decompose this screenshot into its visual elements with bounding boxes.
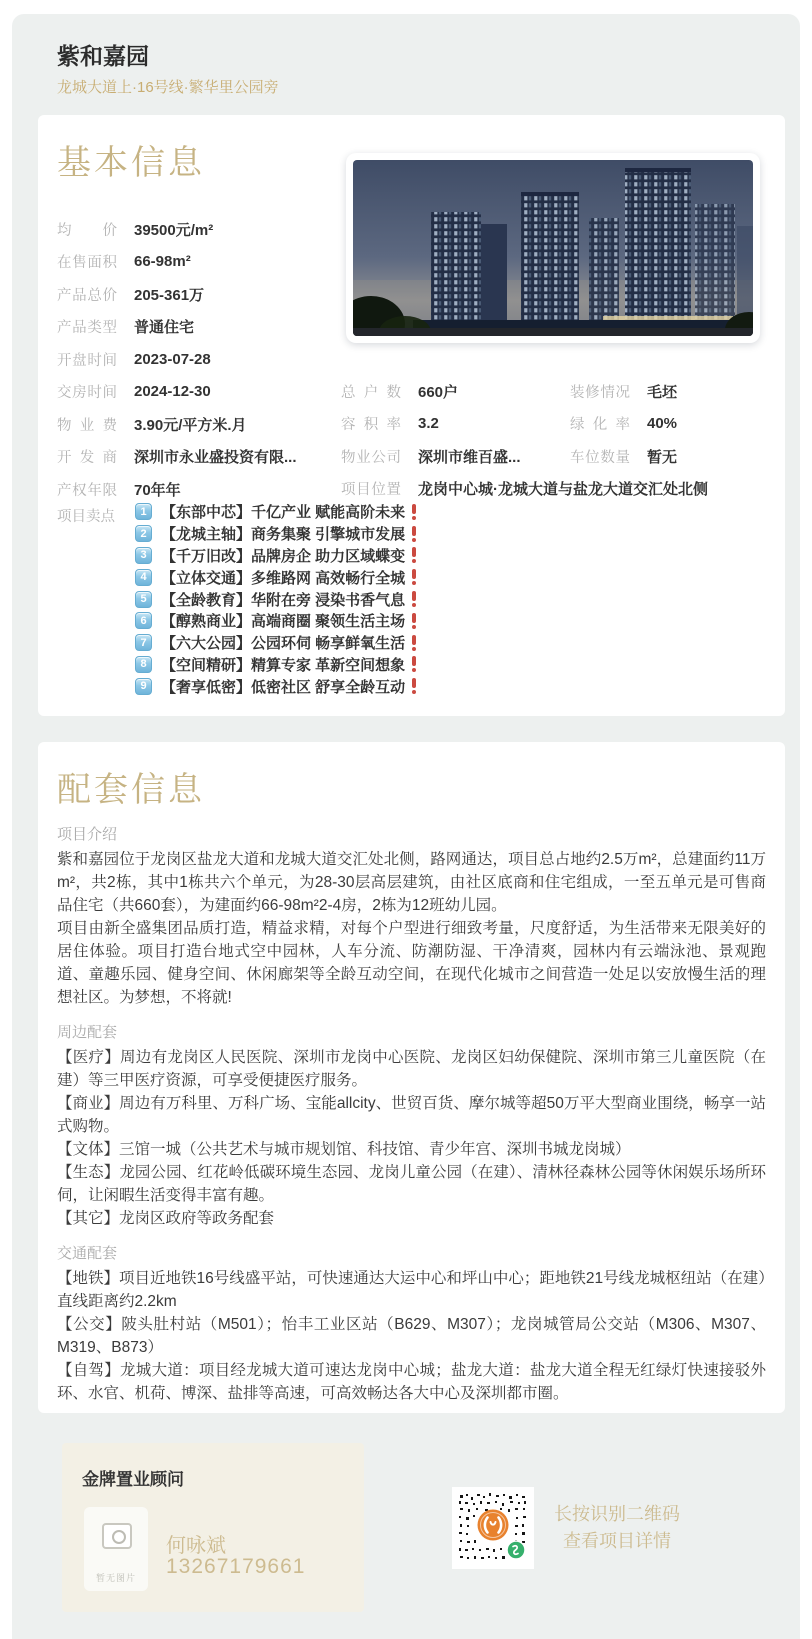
field-value: 3.2 [418,415,439,433]
field-label: 绿化率 [570,417,630,434]
selling-points-list [135,501,417,697]
field-label: 项目位置 [341,482,401,499]
field-value: 660户 [418,383,459,401]
field-value: 39500元/m² [134,221,214,239]
field-value: 66-98m² [134,253,191,271]
consultant-name: 何咏斌 [166,1535,226,1557]
selling-point [135,610,417,632]
selling-point [135,675,417,697]
info-row [341,375,776,408]
wechat-badge-icon [507,1541,525,1559]
number-badge: 8 [135,656,152,673]
selling-point-text: 【龙城主轴】商务集聚 引擎城市发展 [161,526,406,544]
basic-info-right-list [341,375,776,505]
info-pair [570,408,677,441]
nearby-label: 周边配套 [57,1024,118,1041]
info-pair [341,408,776,441]
brand-ring-icon [478,1510,509,1541]
field-label: 物业费 [57,417,117,434]
amenities-card [38,742,785,1413]
info-row [57,278,347,311]
field-value: 40% [647,415,678,433]
info-row [57,343,347,376]
exclamation-icon [412,591,417,607]
field-value: 2023-07-28 [134,350,211,368]
info-pair [341,375,776,408]
selling-point-text: 【六大公园】公园环伺 畅享鲜氧生活 [161,635,406,653]
field-label: 容积率 [341,417,401,434]
property-photo-frame [346,153,760,343]
nearby-item-medical: 【医疗】周边有龙岗区人民医院、深圳市龙岗中心医院、龙岗区妇幼保健院、深圳市第三儿童医院（在建）等三甲医疗资源，可享受便捷医疗服务。 [57,1049,766,1089]
selling-point-text: 【空间精研】精算专家 革新空间想象 [161,656,406,674]
info-row [57,246,347,279]
main-container [12,14,800,1639]
selling-point-text: 【奢享低密】低密社区 舒享全龄互动 [161,678,406,696]
info-row [57,441,347,474]
number-badge: 7 [135,634,152,651]
avatar [84,1507,148,1591]
info-row [57,311,347,344]
info-pair [341,440,776,473]
nearby-item-ecology: 【生态】龙园公园、红花岭低碳环境生态园、龙岗儿童公园（在建）、清林径森林公园等休闲娱乐场所环伺，让闲暇生活变得丰富有趣。 [57,1164,766,1204]
selling-point [135,523,417,545]
field-value: 深圳市维百盛... [418,448,521,466]
exclamation-icon [412,569,417,585]
nearby-item-other: 【其它】龙岗区政府等政务配套 [57,1210,275,1227]
field-value: 深圳市永业盛投资有限... [134,449,297,467]
selling-point-text: 【立体交通】多维路网 高效畅行全城 [161,569,406,587]
qr-code[interactable] [452,1487,534,1569]
nearby-item-business: 【商业】周边有万科里、万科广场、宝能allcity、世贸百货、摩尔城等超50万平大型商业围绕，畅享一站式购物。 [57,1095,766,1135]
selling-point-text: 【东部中芯】千亿产业 赋能高阶未来 [161,504,406,522]
exclamation-icon [412,656,417,672]
field-value: 205-361万 [134,286,205,304]
selling-point [135,654,417,676]
info-pair [570,440,677,473]
field-label: 交房时间 [57,385,117,402]
info-row [341,408,776,441]
selling-point-text: 【全龄教育】华附在旁 浸染书香气息 [161,591,406,609]
consultant-phone[interactable]: 13267179661 [166,1555,306,1578]
number-badge: 1 [135,503,152,520]
selling-point-text: 【千万旧改】品牌房企 助力区域蝶变 [161,547,406,565]
field-label: 开盘时间 [57,352,117,369]
info-pair [570,375,677,408]
qr-code-image [452,1487,534,1569]
selling-point [135,566,417,588]
selling-point-text: 【醇熟商业】高端商圈 聚领生活主场 [161,613,406,631]
photo-placeholder-icon [102,1523,132,1549]
traffic-item-bus: 【公交】陂头肚村站（M501）；怡丰工业区站（B629、M307）；龙岗城管局公交站（M306、M307、M319、B873） [57,1316,766,1356]
field-label: 产品类型 [57,320,117,337]
exclamation-icon [412,635,417,651]
selling-point [135,632,417,654]
info-row [57,213,347,246]
info-row [57,376,347,409]
field-label: 物业公司 [341,449,401,466]
exclamation-icon [412,613,417,629]
traffic-item-drive: 【自驾】龙城大道：项目经龙城大道可速达龙岗中心城；盐龙大道：盐龙大道全程无红绿灯快速接驳外环、水官、机荷、博深、盐排等高速，可高效畅达各大中心及深圳都市圈。 [57,1362,766,1402]
exclamation-icon [412,504,417,520]
field-value: 普通住宅 [134,319,195,337]
traffic-label: 交通配套 [57,1245,118,1262]
qr-hint [542,1501,692,1555]
nearby-item-culture: 【文体】三馆一城（公共艺术与城市规划馆、科技馆、青少年宫、深圳书城龙岗城） [57,1141,631,1158]
basic-info-card [38,115,785,716]
amenities-title: 配套信息 [57,771,205,809]
number-badge: 6 [135,612,152,629]
info-row [341,440,776,473]
exclamation-icon [412,678,417,694]
number-badge: 4 [135,569,152,586]
page-subtitle: 龙城大道上·16号线·繁华里公园旁 [57,79,279,96]
info-row [57,408,347,441]
consultant-card-title: 金牌置业顾问 [82,1470,184,1489]
field-label: 在售面积 [57,255,117,272]
basic-info-list [57,213,347,506]
avatar-placeholder-label: 暂无图片 [95,1573,136,1583]
field-value: 毛坯 [647,383,678,401]
qr-hint-line1: 长按识别二维码 [554,1504,680,1524]
field-value: 龙岗中心城·龙城大道与盐龙大道交汇处北侧 [418,481,708,499]
number-badge: 9 [135,678,152,695]
field-label: 总户数 [341,384,401,401]
field-label: 开发商 [57,450,117,467]
qr-hint-line2: 查看项目详情 [563,1531,671,1551]
field-value: 2024-12-30 [134,383,211,401]
number-badge: 5 [135,591,152,608]
field-label: 产权年限 [57,482,117,499]
intro-label: 项目介绍 [57,826,118,843]
number-badge: 3 [135,547,152,564]
field-value: 暂无 [647,448,678,466]
selling-point [135,501,417,523]
field-label: 产品总价 [57,287,117,304]
selling-points-label: 项目卖点 [57,509,115,525]
intro-paragraph-2: 项目由新全盛集团品质打造，精益求精，对每个户型进行细致考量，尺度舒适，为生活带来无限美好的居住体验。项目打造台地式空中园林，人车分流、防潮防湿、干净清爽，园林内有云端泳池、景观跑道、童趣乐园、健身空间、休闲廊架等全龄互动空间，在现代化城市之间营造一处足以安放慢生活的理想社区。为梦想，不将就! [57,920,766,1006]
building-rendering-image [353,160,753,336]
number-badge: 2 [135,525,152,542]
exclamation-icon [412,547,417,563]
field-label: 均价 [57,222,117,239]
field-label: 装修情况 [570,384,630,401]
field-label: 车位数量 [570,449,630,466]
consultant-card [62,1443,364,1612]
field-value: 70年年 [134,481,181,499]
field-value: 3.90元/平方米.月 [134,416,247,434]
page-title: 紫和嘉园 [57,43,149,69]
traffic-item-metro: 【地铁】项目近地铁16号线盛平站，可快速通达大运中心和坪山中心；距地铁21号线龙城枢纽站（在建）直线距离约2.2km [57,1270,766,1310]
selling-point [135,588,417,610]
selling-point [135,545,417,567]
intro-paragraph-1: 紫和嘉园位于龙岗区盐龙大道和龙城大道交汇处北侧，路网通达，项目总占地约2.5万m²，总建面约11万m²，共2栋，其中1栋共六个单元，为28-30层高层建筑，由社区底商和住宅组成，一至五单元是可售商品住宅（共660套），为建面约66-98m²2-4房，2栋为12班幼儿园。 [57,851,766,914]
basic-info-title: 基本信息 [57,144,205,182]
exclamation-icon [412,526,417,542]
property-photo [353,160,753,336]
